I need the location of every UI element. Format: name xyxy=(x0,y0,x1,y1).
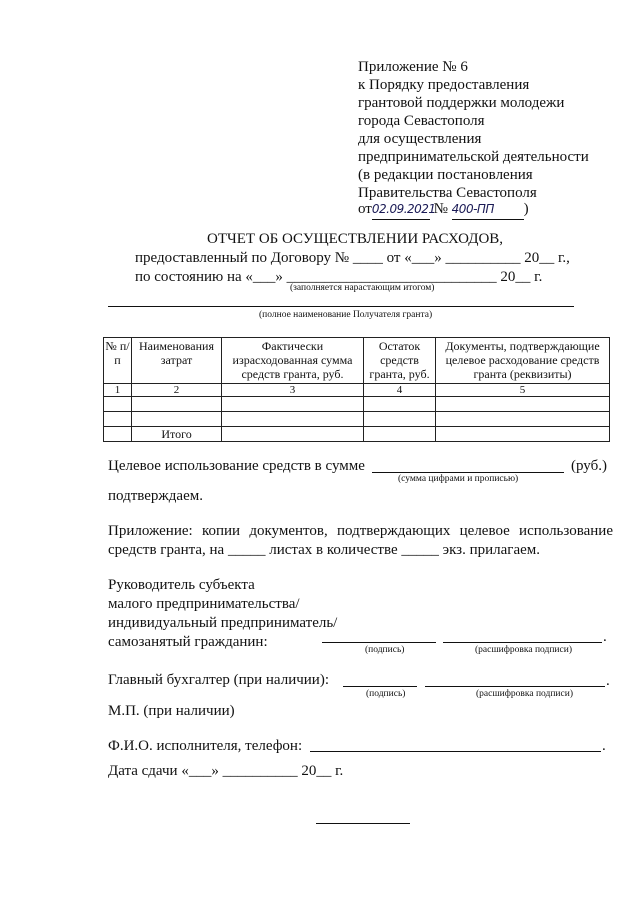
table-cell[interactable] xyxy=(364,397,436,412)
submission-date: Дата сдачи «___» __________ 20__ г. xyxy=(108,763,344,779)
total-cell[interactable] xyxy=(364,427,436,442)
column-number-row xyxy=(104,384,610,397)
period: . xyxy=(603,629,607,645)
amount-line[interactable] xyxy=(372,472,564,473)
decode-caption: (расшифровка подписи) xyxy=(475,645,572,655)
appendix-line: Приложение № 6 xyxy=(358,59,468,75)
table-cell[interactable] xyxy=(436,397,610,412)
table-header-row xyxy=(104,338,610,384)
table-cell[interactable] xyxy=(132,412,222,427)
head-line: малого предпринимательства/ xyxy=(108,596,300,612)
accountant-label: Главный бухгалтер (при наличии): xyxy=(108,672,329,688)
table-cell[interactable] xyxy=(222,412,364,427)
head-line: Руководитель субъекта xyxy=(108,577,255,593)
decode-caption: (расшифровка подписи) xyxy=(476,689,573,699)
executor-line[interactable] xyxy=(310,751,601,752)
table-row xyxy=(104,397,610,412)
handwritten-number: 400-ПП xyxy=(452,200,524,220)
report-title: ОТЧЕТ ОБ ОСУЩЕСТВЛЕНИИ РАСХОДОВ, xyxy=(207,231,504,247)
signature-caption: (подпись) xyxy=(365,645,405,655)
close-paren: ) xyxy=(523,201,529,217)
attachment-line-2: средств гранта, на _____ листах в количестве _____ экз. прилагаем. xyxy=(108,542,541,558)
confirm-text: Целевое использование средств в сумме xyxy=(108,458,365,474)
expenses-table xyxy=(103,337,610,442)
appendix-block xyxy=(358,58,589,202)
head-signature-line[interactable] xyxy=(322,642,436,643)
appendix-line: города Севастополя xyxy=(358,113,485,129)
column-header: Наименования затрат xyxy=(132,338,222,384)
appendix-line: грантовой поддержки молодежи xyxy=(358,95,565,111)
table-cell[interactable] xyxy=(364,412,436,427)
table-cell[interactable] xyxy=(222,397,364,412)
cumulative-note: (заполняется нарастающим итогом) xyxy=(290,283,435,293)
period: . xyxy=(602,738,606,754)
column-number: 2 xyxy=(132,384,222,397)
appendix-date-prefix: от xyxy=(358,201,372,217)
appendix-line: (в редакции постановления xyxy=(358,167,533,183)
table-cell[interactable] xyxy=(104,397,132,412)
attachment-line-1: Приложение: копии документов, подтверждающих целевое использование xyxy=(108,523,613,539)
total-row xyxy=(104,427,610,442)
column-number: 5 xyxy=(436,384,610,397)
head-decode-line[interactable] xyxy=(443,642,602,643)
total-label: Итого xyxy=(132,427,222,442)
head-line: самозанятый гражданин: xyxy=(108,634,268,650)
as-of-line: по состоянию на «___» ____________________________ 20__ г. xyxy=(135,269,543,285)
number-sign: № xyxy=(433,201,448,217)
executor-label: Ф.И.О. исполнителя, телефон: xyxy=(108,738,303,754)
table-cell[interactable] xyxy=(132,397,222,412)
table-cell[interactable] xyxy=(104,412,132,427)
appendix-date-line xyxy=(358,200,529,220)
signature-caption: (подпись) xyxy=(366,689,406,699)
column-number: 1 xyxy=(104,384,132,397)
accountant-decode-line[interactable] xyxy=(425,686,605,687)
footer-separator xyxy=(316,823,410,824)
currency-label: (руб.) xyxy=(571,458,607,474)
recipient-line xyxy=(108,306,574,307)
contract-line: предоставленный по Договору № ____ от «___» __________ 20__ г., xyxy=(135,250,570,266)
column-header: Фактически израсходованная сумма средств гранта, руб. xyxy=(222,338,364,384)
column-number: 3 xyxy=(222,384,364,397)
table-cell[interactable] xyxy=(436,412,610,427)
head-line: индивидуальный предприниматель/ xyxy=(108,615,338,631)
appendix-line: Правительства Севастополя xyxy=(358,185,537,201)
column-header: № п/п xyxy=(104,338,132,384)
head-label xyxy=(108,576,337,652)
column-header: Остаток средств гранта, руб. xyxy=(364,338,436,384)
column-header: Документы, подтверждающие целевое расходование средств гранта (реквизиты) xyxy=(436,338,610,384)
appendix-line: для осуществления xyxy=(358,131,482,147)
table-row xyxy=(104,412,610,427)
amount-caption: (сумма цифрами и прописью) xyxy=(398,474,519,484)
confirm-end: подтверждаем. xyxy=(108,488,203,504)
total-cell[interactable] xyxy=(222,427,364,442)
appendix-line: предпринимательской деятельности xyxy=(358,149,589,165)
total-cell[interactable] xyxy=(436,427,610,442)
period: . xyxy=(606,673,610,689)
table-cell xyxy=(104,427,132,442)
recipient-caption: (полное наименование Получателя гранта) xyxy=(259,310,433,320)
appendix-line: к Порядку предоставления xyxy=(358,77,530,93)
handwritten-date: 02.09.2021 xyxy=(372,200,430,220)
stamp-label: М.П. (при наличии) xyxy=(108,703,235,719)
column-number: 4 xyxy=(364,384,436,397)
accountant-signature-line[interactable] xyxy=(343,686,417,687)
